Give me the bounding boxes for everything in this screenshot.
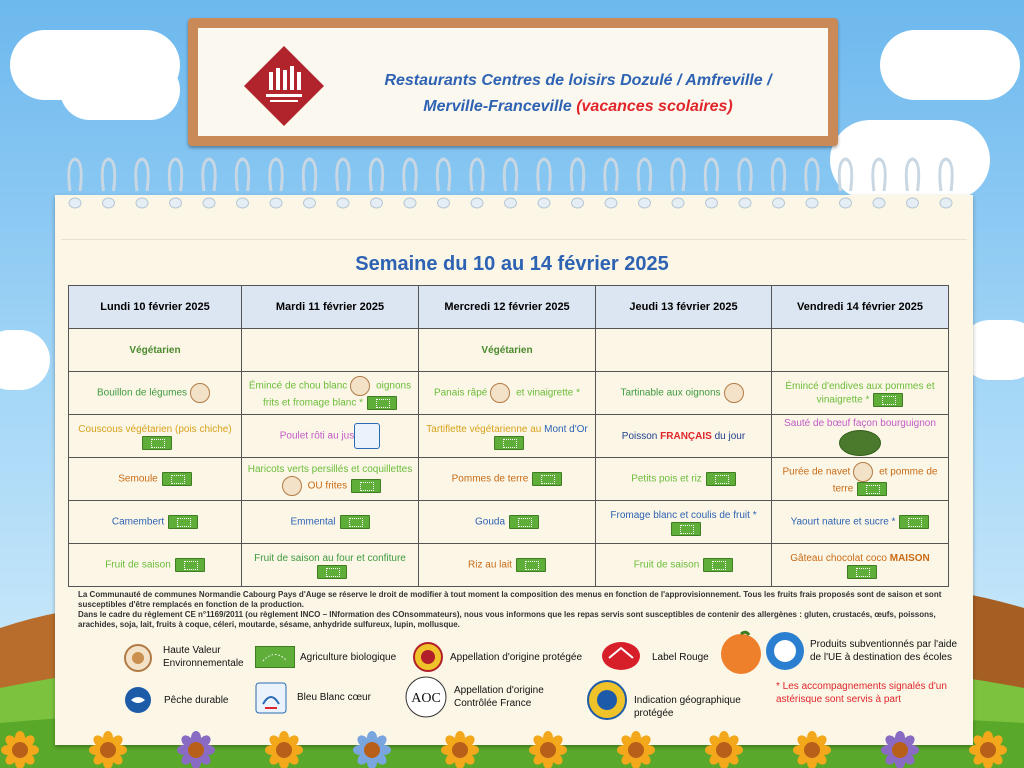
dish-name: Gouda [474,516,506,528]
cloud [60,60,180,120]
dish-name-highlight: Mont d'Or [544,423,588,435]
footnote [78,590,948,630]
menu-cell-thursday [596,501,772,544]
menu-cell-wednesday [419,458,596,501]
organic-farming-icon [706,472,736,486]
spiral-ring [471,159,483,208]
menu-body [69,329,949,587]
dish-name: Petits pois et riz [631,473,702,485]
spiral-ring [337,159,349,208]
hve-icon [124,644,152,672]
vegetarian-label-monday: Végétarien [69,329,242,372]
legend-aop: Appellation d'origine protégée [450,652,583,663]
spiral-ring [571,159,583,208]
menu-cell-tuesday [242,458,419,501]
legend-eu: Produits subventionnés par l'aide de l'UE à destination des écoles [810,639,958,663]
menu-cell-monday [69,415,242,458]
spiral-ring [69,159,81,208]
dish-name: Panais râpé [433,387,488,399]
hve-icon [724,383,744,403]
menu-cell-wednesday [419,415,596,458]
dish-name: Camembert [111,516,165,528]
spiral-ring [839,159,851,208]
dish-name: Poisson [621,430,658,442]
spiral-ring [940,159,952,208]
organic-farming-icon [340,515,370,529]
flower [177,731,215,768]
organic-farming-icon [857,482,887,496]
organic-farming-icon [509,515,539,529]
dish-name: Fruit de saison [105,559,171,571]
day-header-thursday: Jeudi 13 février 2025 [596,286,772,329]
spiral-ring [504,159,516,208]
menu-cell-tuesday [242,372,419,415]
paper-ruling [61,239,967,240]
organic-farming-icon [532,472,562,486]
legend-hve: Haute Valeur Environnementale [163,645,244,669]
spiral-ring [672,159,684,208]
header-panel [198,28,828,136]
spiral-ring [538,159,550,208]
flower [1,731,39,768]
organic-farming-icon [317,565,347,579]
menu-cell-wednesday [419,501,596,544]
dish-name: Purée de navet [782,466,851,478]
menu-cell-tuesday [242,415,419,458]
spiral-ring [772,159,784,208]
day-header-monday: Lundi 10 février 2025 [69,286,242,329]
hve-icon [282,476,302,496]
header-title-towns: Merville-Franceville [423,98,572,115]
menu-cell-friday [772,544,949,587]
spiral-ring [102,159,114,208]
menu-cell-wednesday [419,372,596,415]
spiral-ring [739,159,751,208]
spiral-ring [303,159,315,208]
menu-cell-thursday [596,458,772,501]
organic-farming-icon [847,565,877,579]
menu-cell-monday [69,372,242,415]
flower [441,731,479,768]
vegetarian-label-friday [772,329,949,372]
footnote-allergens: Dans le cadre du règlement CE n°1169/2011 (ou règlement INCO – INformation des COnsommateurs), nous vous informons que les repas servis sont susceptibles de contenir des allergènes : gluten, crustacés, œufs, poissons, arachides, soja, lait, fruits à coque, céleri, moutarde, sésame, anhydride sulfureux, lupin, mollusque. [78,610,936,629]
menu-table [68,285,949,587]
menu-cell-monday [69,544,242,587]
dish-name: Sauté de bœuf façon bourguignon [784,417,936,429]
spiral-ring [605,159,617,208]
vegetarian-label-wednesday: Végétarien [419,329,596,372]
menu-cell-monday [69,458,242,501]
day-header-row [69,286,949,329]
flower [89,731,127,768]
dish-origin: FRANÇAIS [660,430,712,442]
menu-cell-wednesday [419,544,596,587]
footnote-disclaimer: La Communauté de communes Normandie Cabourg Pays d'Auge se réserve le droit de modifier à tout moment la composition des menus en fonction de l'approvisionnement. Tous les fruits frais proposés sont de saison et sont susceptibles d'être remplacés en fonction de la production. [78,590,942,609]
vegetarian-label-thursday [596,329,772,372]
flower [881,731,919,768]
label-rouge-icon [601,640,641,672]
vegetarian-label-tuesday [242,329,419,372]
hve-icon [350,376,370,396]
header-title-line1: Restaurants Centres de loisirs Dozulé / Amfreville / [384,72,772,89]
dish-name-continued: et pomme de terre [832,466,938,495]
flower [265,731,303,768]
legend-igp: Indication géographique protégée [634,695,741,719]
flower [529,731,567,768]
spiral-ring [136,159,148,208]
dish-name: Fruit de saison au four et confiture [254,552,406,564]
organic-farming-icon [162,472,192,486]
organic-farming-icon [351,479,381,493]
organic-farming-icon [255,646,295,668]
cloud [880,30,1020,100]
menu-cell-monday [69,501,242,544]
flower [353,731,391,768]
spiral-ring [236,159,248,208]
bleu-blanc-coeur-icon [354,423,380,449]
dish-name: Tartinable aux oignons [620,387,721,399]
dish-name: Semoule [118,473,158,485]
hve-icon [853,462,873,482]
organic-farming-icon [873,393,903,407]
week-title: Semaine du 10 au 14 février 2025 [355,253,669,275]
dish-name: Tartiflette végétarienne au [426,423,542,435]
igp-icon [587,680,627,720]
day-header-tuesday: Mardi 11 février 2025 [242,286,419,329]
menu-row [69,458,949,501]
organic-farming-icon [494,436,524,450]
menu-cell-thursday [596,372,772,415]
organic-farming-icon [142,436,172,450]
flowers-decoration [0,720,1024,768]
bleu-blanc-coeur-icon [255,682,287,714]
dish-name: Riz au lait [468,559,512,571]
hve-icon [190,383,210,403]
spiral-ring [873,159,885,208]
dish-name: Fromage blanc et coulis de fruit * [610,509,757,521]
menu-cell-friday [772,501,949,544]
spiral-rings [55,153,973,213]
menu-cell-friday [772,372,949,415]
spiral-ring [370,159,382,208]
menu-cell-friday [772,458,949,501]
school-fruits-icon [718,630,764,676]
aop-icon [413,642,443,672]
dish-name-highlight: MAISON [889,552,930,564]
vegetarian-row [69,329,949,372]
flower [617,731,655,768]
spiral-ring [705,159,717,208]
organic-farming-icon [175,558,205,572]
local-food-icon [839,430,881,456]
menu-row [69,415,949,458]
dish-name: Bouillon de légumes [96,387,188,399]
spiral-ring [270,159,282,208]
menu-cell-tuesday [242,501,419,544]
legend-bbc: Bleu Blanc cœur [297,692,371,703]
organic-farming-icon [367,396,397,410]
menu-cell-tuesday [242,544,419,587]
header-title-line2 [358,94,798,120]
flower [705,731,743,768]
spiral-ring [906,159,918,208]
organic-farming-icon [703,558,733,572]
legend-bio: Agriculture biologique [300,652,397,663]
spiral-ring [169,159,181,208]
dish-name-continued: et vinaigrette * [516,387,581,399]
sustainable-fishing-icon [124,686,152,714]
day-header-friday: Vendredi 14 février 2025 [772,286,949,329]
organic-farming-icon [516,558,546,572]
spiral-ring [437,159,449,208]
aoc-icon [405,676,447,718]
dish-name: Pommes de terre [451,473,529,485]
eu-school-icon [764,630,806,672]
svg-text:AOC: AOC [411,691,441,706]
dish-name: Gâteau chocolat coco [790,552,887,564]
spiral-ring [203,159,215,208]
dish-name: Fruit de saison [633,559,700,571]
organic-farming-icon [671,522,701,536]
header-title [358,68,798,120]
dish-name: Émincé de chou blanc [248,380,348,392]
dish-name: Yaourt nature et sucre * [790,516,896,528]
dish-name-suffix: du jour [714,430,746,442]
menu-cell-friday [772,415,949,458]
organic-farming-icon [899,515,929,529]
dish-name: Emmental [290,516,336,528]
asterisk-note: * Les accompagnements signalés d'un astérisque sont servis à part [776,681,947,705]
spiral-ring [404,159,416,208]
menu-row [69,501,949,544]
dish-name-continued: oignons frits et fromage blanc * [262,380,412,409]
dish-name: Poulet rôti au jus [279,430,355,442]
menu-cell-thursday [596,544,772,587]
dish-name-continued: OU frites [307,480,348,492]
header-title-holidays: (vacances scolaires) [576,98,733,115]
legend-label-rouge: Label Rouge [652,652,709,663]
spiral-ring [638,159,650,208]
legend-peche: Pêche durable [164,695,229,706]
dish-name: Haricots verts persillés et coquillettes [247,463,413,475]
day-header-wednesday: Mercredi 12 février 2025 [419,286,596,329]
normandie-cabourg-logo-icon [242,44,326,128]
menu-row [69,544,949,587]
dish-name: Couscous végétarien (pois chiche) [78,423,232,435]
menu-row [69,372,949,415]
header-board [188,18,838,146]
legend-aoc: Appellation d'origine Contrôlée France [454,685,544,709]
flower [793,731,831,768]
hve-icon [490,383,510,403]
dish-name: Émincé d'endives aux pommes et vinaigrette * [785,380,935,406]
organic-farming-icon [168,515,198,529]
spiral-ring [806,159,818,208]
flower [969,731,1007,768]
menu-cell-thursday [596,415,772,458]
